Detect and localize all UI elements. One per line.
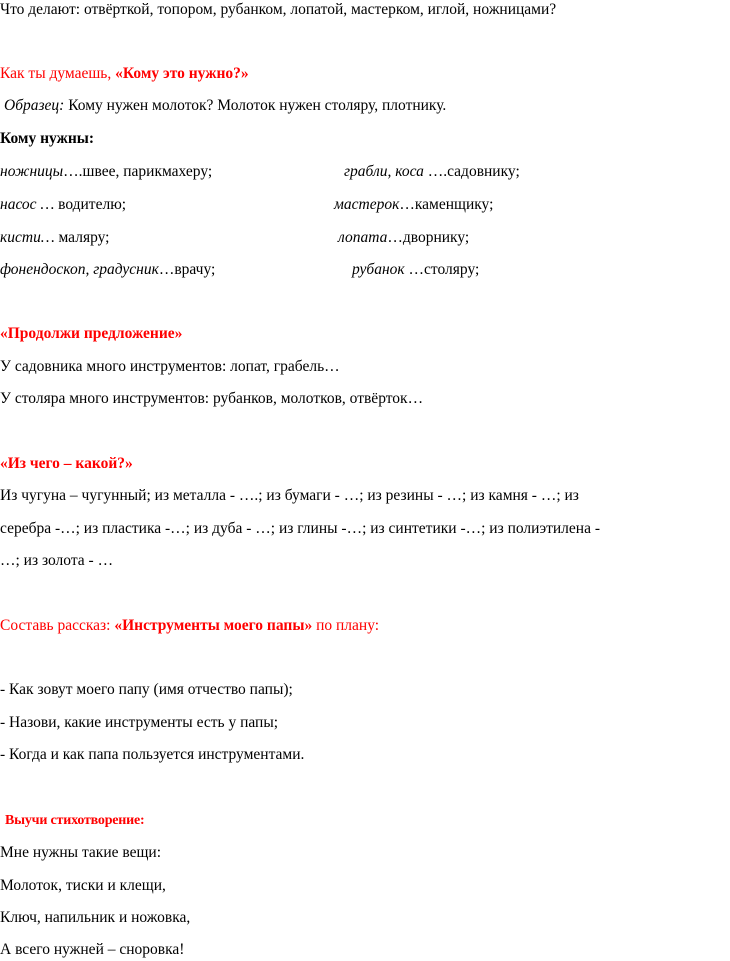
poem-line: Молоток, тиски и клещи, bbox=[0, 877, 166, 894]
plan-item: - Когда и как папа пользуется инструментами. bbox=[0, 746, 305, 763]
list-item bbox=[338, 228, 469, 248]
plan-item: - Назови, какие инструменты есть у папы; bbox=[0, 714, 279, 731]
tool-owner: водителю; bbox=[54, 196, 127, 213]
paragraph-line: У столяра много инструментов: рубанков, молотков, отвёрток… bbox=[0, 390, 424, 407]
section1-title-prefix: Как ты думаешь, bbox=[0, 65, 116, 82]
tool-name: лопата bbox=[338, 229, 388, 246]
section4-title bbox=[0, 616, 379, 636]
section4-title-suffix: по плану: bbox=[312, 617, 380, 634]
tool-owner: ….садовнику; bbox=[423, 163, 520, 180]
tool-owner: ….швее, парикмахеру; bbox=[63, 163, 213, 180]
list-item bbox=[0, 162, 212, 182]
tool-name: ножницы bbox=[0, 163, 64, 180]
paragraph-line: серебра -…; из пластика -…; из дуба - …; из глины -…; из синтетики -…; из полиэтилена - bbox=[0, 520, 600, 537]
tool-name: фонендоскоп, градусник bbox=[0, 261, 159, 278]
section2-title: «Продолжи предложение» bbox=[0, 325, 183, 342]
tool-owner: …столяру; bbox=[404, 261, 480, 278]
list-item bbox=[0, 228, 109, 248]
poem-line: А всего нужней – сноровка! bbox=[0, 941, 185, 958]
plan-item: - Как зовут моего папу (имя отчество папы); bbox=[0, 681, 293, 698]
tool-name: мастерок bbox=[334, 196, 400, 213]
section4-title-bold: «Инструменты моего папы» bbox=[114, 617, 313, 634]
list-item bbox=[352, 260, 479, 280]
paragraph-line: Из чугуна – чугунный; из металла - ….; из бумаги - …; из резины - …; из камня - …; из bbox=[0, 487, 579, 504]
intro-question: Что делают: отвёрткой, топором, рубанком, лопатой, мастерком, иглой, ножницами? bbox=[0, 1, 557, 18]
tool-name: кисти… bbox=[0, 229, 55, 246]
tool-name: насос … bbox=[0, 196, 55, 213]
tool-owner: …каменщику; bbox=[399, 196, 494, 213]
section1-title bbox=[0, 64, 249, 84]
tool-owner: маляру; bbox=[54, 229, 110, 246]
section3-title: «Из чего – какой?» bbox=[0, 455, 133, 472]
who-needs-heading: Кому нужны: bbox=[0, 130, 95, 147]
poem-line: Мне нужны такие вещи: bbox=[0, 844, 162, 861]
list-item bbox=[0, 195, 126, 215]
paragraph-line: …; из золота - … bbox=[0, 552, 114, 569]
tool-name: грабли, коса bbox=[344, 163, 424, 180]
tool-name: рубанок bbox=[352, 261, 405, 278]
section1-title-bold: «Кому это нужно?» bbox=[115, 65, 249, 82]
section5-title: Выучи стихотворение: bbox=[5, 813, 145, 828]
tool-owner: …врачу; bbox=[158, 261, 216, 278]
poem-line: Ключ, напильник и ножовка, bbox=[0, 909, 191, 926]
list-item bbox=[344, 162, 520, 182]
list-item bbox=[0, 260, 215, 280]
section4-title-prefix: Составь рассказ: bbox=[0, 617, 115, 634]
list-item bbox=[334, 195, 493, 215]
paragraph-line: У садовника много инструментов: лопат, грабель… bbox=[0, 358, 340, 375]
tool-owner: …дворнику; bbox=[387, 229, 470, 246]
example-text: Кому нужен молоток? Молоток нужен столяру, плотнику. bbox=[64, 97, 447, 114]
example-label: Образец: bbox=[4, 97, 65, 114]
example-line bbox=[0, 96, 446, 116]
